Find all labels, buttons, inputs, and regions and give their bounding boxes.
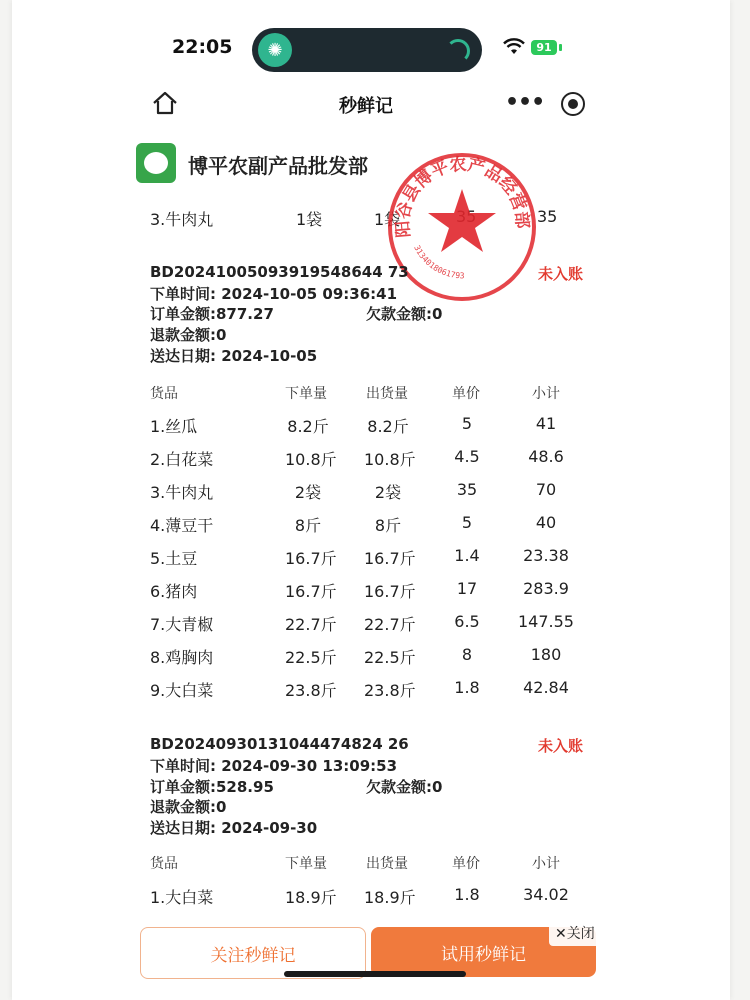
item-name: 1.大白菜 — [150, 888, 214, 907]
shop-logo — [136, 143, 176, 183]
home-icon[interactable] — [151, 90, 179, 116]
page-title: 秒鲜记 — [339, 96, 393, 117]
item-price: 8 — [461, 645, 473, 664]
item-price: 5 — [461, 513, 473, 532]
item-order-qty: 1袋 — [296, 210, 323, 229]
battery-indicator: 91 — [531, 40, 557, 55]
column-header-price: 单价 — [452, 856, 480, 872]
more-options-icon[interactable]: ••• — [505, 90, 545, 115]
item-order-qty: 22.7斤 — [285, 615, 337, 634]
item-price: 4.5 — [454, 447, 480, 466]
svg-text:阳谷县博平农产品经营部: 阳谷县博平农产品经营部 — [392, 154, 532, 239]
item-name: 6.猪肉 — [150, 582, 198, 601]
item-subtotal: 70 — [535, 480, 557, 499]
item-name: 2.白花菜 — [150, 450, 214, 469]
order-status-badge: 未入账 — [538, 737, 584, 755]
item-ship-qty: 1袋 — [374, 210, 401, 229]
order-time: 下单时间: 2024-10-05 09:36:41 — [150, 285, 398, 303]
order-status-badge: 未入账 — [538, 265, 584, 283]
column-header-item: 货品 — [150, 386, 178, 402]
wifi-icon — [503, 38, 525, 56]
column-header-order-qty: 下单量 — [285, 386, 327, 402]
item-ship-qty: 16.7斤 — [364, 582, 416, 601]
order-delivery-date: 送达日期: 2024-10-05 — [150, 347, 318, 365]
order-number: BD20240930131044474824 26 — [150, 735, 409, 753]
item-name: 5.土豆 — [150, 549, 198, 568]
item-ship-qty: 22.5斤 — [364, 648, 416, 667]
close-miniprogram-icon[interactable] — [561, 92, 585, 116]
order-debt: 欠款金额:0 — [366, 305, 443, 323]
item-ship-qty: 8斤 — [374, 516, 402, 535]
column-header-price: 单价 — [452, 386, 480, 402]
item-price: 1.8 — [454, 678, 480, 697]
item-ship-qty: 8.2斤 — [367, 417, 409, 436]
column-header-order-qty: 下单量 — [285, 856, 327, 872]
item-subtotal: 147.55 — [518, 612, 574, 631]
item-order-qty: 2袋 — [294, 483, 322, 502]
column-header-ship-qty: 出货量 — [366, 856, 408, 872]
item-order-qty: 16.7斤 — [285, 582, 337, 601]
item-subtotal: 35 — [537, 207, 558, 226]
item-subtotal: 42.84 — [523, 678, 569, 697]
order-amount: 订单金额:528.95 — [150, 778, 274, 796]
item-subtotal: 48.6 — [528, 447, 564, 466]
item-name: 9.大白菜 — [150, 681, 214, 700]
app-activity-icon: ✺ — [258, 33, 292, 67]
item-price: 6.5 — [454, 612, 480, 631]
item-ship-qty: 23.8斤 — [364, 681, 416, 700]
column-header-subtotal: 小计 — [532, 386, 560, 402]
company-seal-stamp — [386, 151, 538, 303]
item-name: 3.牛肉丸 — [150, 210, 214, 229]
item-order-qty: 23.8斤 — [285, 681, 337, 700]
item-subtotal: 180 — [530, 645, 562, 664]
order-time: 下单时间: 2024-09-30 13:09:53 — [150, 757, 398, 775]
item-ship-qty: 16.7斤 — [364, 549, 416, 568]
shop-name: 博平农副产品批发部 — [188, 154, 368, 178]
item-order-qty: 22.5斤 — [285, 648, 337, 667]
item-order-qty: 8.2斤 — [287, 417, 329, 436]
item-subtotal: 23.38 — [523, 546, 569, 565]
close-banner-button[interactable]: ✕关闭 — [549, 920, 601, 946]
order-debt: 欠款金额:0 — [366, 778, 443, 796]
column-header-ship-qty: 出货量 — [366, 386, 408, 402]
item-ship-qty: 2袋 — [374, 483, 402, 502]
order-amount: 订单金额:877.27 — [150, 305, 274, 323]
item-price: 35 — [456, 480, 478, 499]
item-ship-qty: 22.7斤 — [364, 615, 416, 634]
order-refund: 退款金额:0 — [150, 798, 227, 816]
home-indicator — [284, 971, 466, 977]
item-order-qty: 8斤 — [294, 516, 322, 535]
item-name: 1.丝瓜 — [150, 417, 198, 436]
item-name: 7.大青椒 — [150, 615, 214, 634]
item-price: 5 — [461, 414, 473, 433]
item-ship-qty: 10.8斤 — [364, 450, 416, 469]
dynamic-island — [252, 28, 482, 72]
item-price: 1.8 — [454, 885, 480, 904]
item-ship-qty: 18.9斤 — [364, 888, 416, 907]
item-order-qty: 10.8斤 — [285, 450, 337, 469]
try-button[interactable]: 试用秒鲜记 — [371, 927, 596, 977]
order-delivery-date: 送达日期: 2024-09-30 — [150, 819, 318, 837]
status-time: 22:05 — [172, 36, 233, 58]
svg-text:3134018061793: 3134018061793 — [412, 243, 465, 281]
item-subtotal: 40 — [535, 513, 557, 532]
item-price: 1.4 — [454, 546, 480, 565]
item-name: 3.牛肉丸 — [150, 483, 214, 502]
follow-button[interactable]: 关注秒鲜记 — [140, 927, 366, 979]
order-number: BD20241005093919548644 73 — [150, 263, 409, 281]
column-header-item: 货品 — [150, 856, 178, 872]
item-price: 17 — [456, 579, 478, 598]
item-subtotal: 41 — [535, 414, 557, 433]
item-name: 8.鸡胸肉 — [150, 648, 214, 667]
item-order-qty: 18.9斤 — [285, 888, 337, 907]
item-subtotal: 34.02 — [523, 885, 569, 904]
order-refund: 退款金额:0 — [150, 326, 227, 344]
column-header-subtotal: 小计 — [532, 856, 560, 872]
item-order-qty: 16.7斤 — [285, 549, 337, 568]
item-subtotal: 283.9 — [523, 579, 569, 598]
battery-tip — [559, 44, 562, 51]
item-name: 4.薄豆干 — [150, 516, 214, 535]
loading-spinner-icon — [446, 39, 470, 63]
